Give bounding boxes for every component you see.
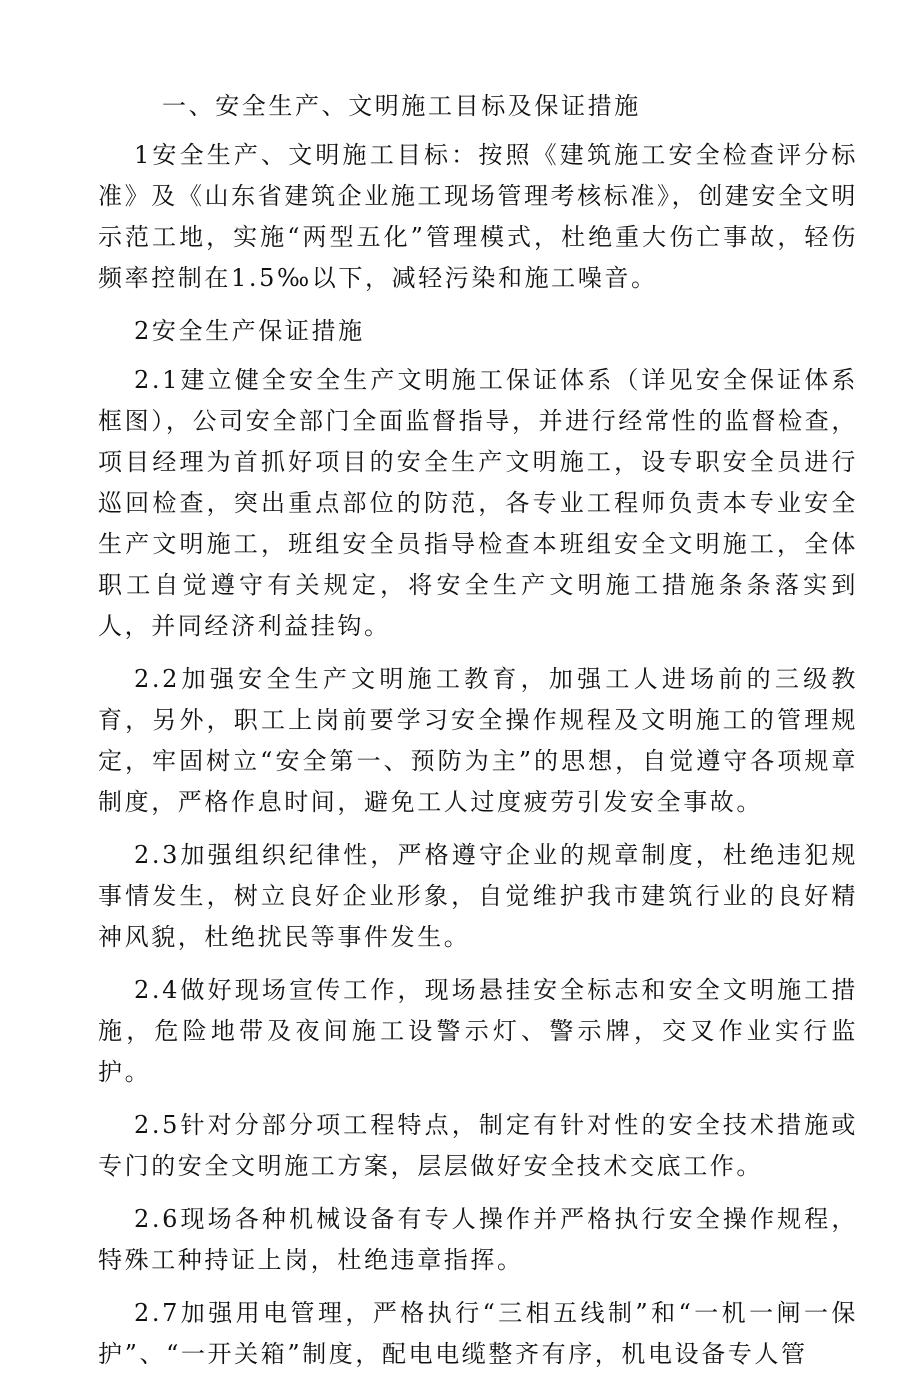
paragraph-2-7: 2.7加强用电管理，严格执行“三相五线制”和“一机一闸一保护”、“一开关箱”制度，配电电缆整齐有序，机电设备专人管 <box>98 1299 858 1368</box>
paragraph-2-6: 2.6现场各种机械设备有专人操作并严格执行安全操作规程，特殊工种持证上岗，杜绝违章指挥。 <box>98 1205 858 1274</box>
paragraph-2-4: 2.4做好现场宣传工作，现场悬挂安全标志和安全文明施工措施，危险地带及夜间施工设警示灯、警示牌，交叉作业实行监护。 <box>98 976 858 1086</box>
section-heading: 一、安全生产、文明施工目标及保证措施 <box>162 92 641 120</box>
document-body <box>98 86 858 1387</box>
paragraph-2-2: 2.2加强安全生产文明施工教育，加强工人进场前的三级教育，另外，职工上岗前要学习安全操作规程及文明施工的管理规定，牢固树立“安全第一、预防为主”的思想，自觉遵守各项规章制度，严格作息时间，避免工人过度疲劳引发安全事故。 <box>98 665 858 816</box>
paragraph-2-3: 2.3加强组织纪律性，严格遵守企业的规章制度，杜绝违犯规事情发生，树立良好企业形象，自觉维护我市建筑行业的良好精神风貌，杜绝扰民等事件发生。 <box>98 841 858 951</box>
paragraph-2-1: 2.1建立健全安全生产文明施工保证体系（详见安全保证体系框图），公司安全部门全面监督指导，并进行经常性的监督检查，项目经理为首抓好项目的安全生产文明施工，设专职安全员进行巡回检查，突出重点部位的防范，各专业工程师负责本专业安全生产文明施工，班组安全员指导检查本班组安全文明施工，全体职工自觉遵守有关规定，将安全生产文明施工措施条条落实到人，并同经济利益挂钩。 <box>98 366 858 640</box>
paragraph-2-5: 2.5针对分部分项工程特点，制定有针对性的安全技术措施或专门的安全文明施工方案，层层做好安全技术交底工作。 <box>98 1111 858 1180</box>
paragraph-safety-measures-heading: 2安全生产保证措施 <box>134 317 365 345</box>
paragraph-safety-goal: 1安全生产、文明施工目标：按照《建筑施工安全检查评分标准》及《山东省建筑企业施工现场管理考核标准》，创建安全文明示范工地，实施“两型五化”管理模式，杜绝重大伤亡事故，轻伤频率控制在1.5‰以下，减轻污染和施工噪音。 <box>98 141 858 292</box>
